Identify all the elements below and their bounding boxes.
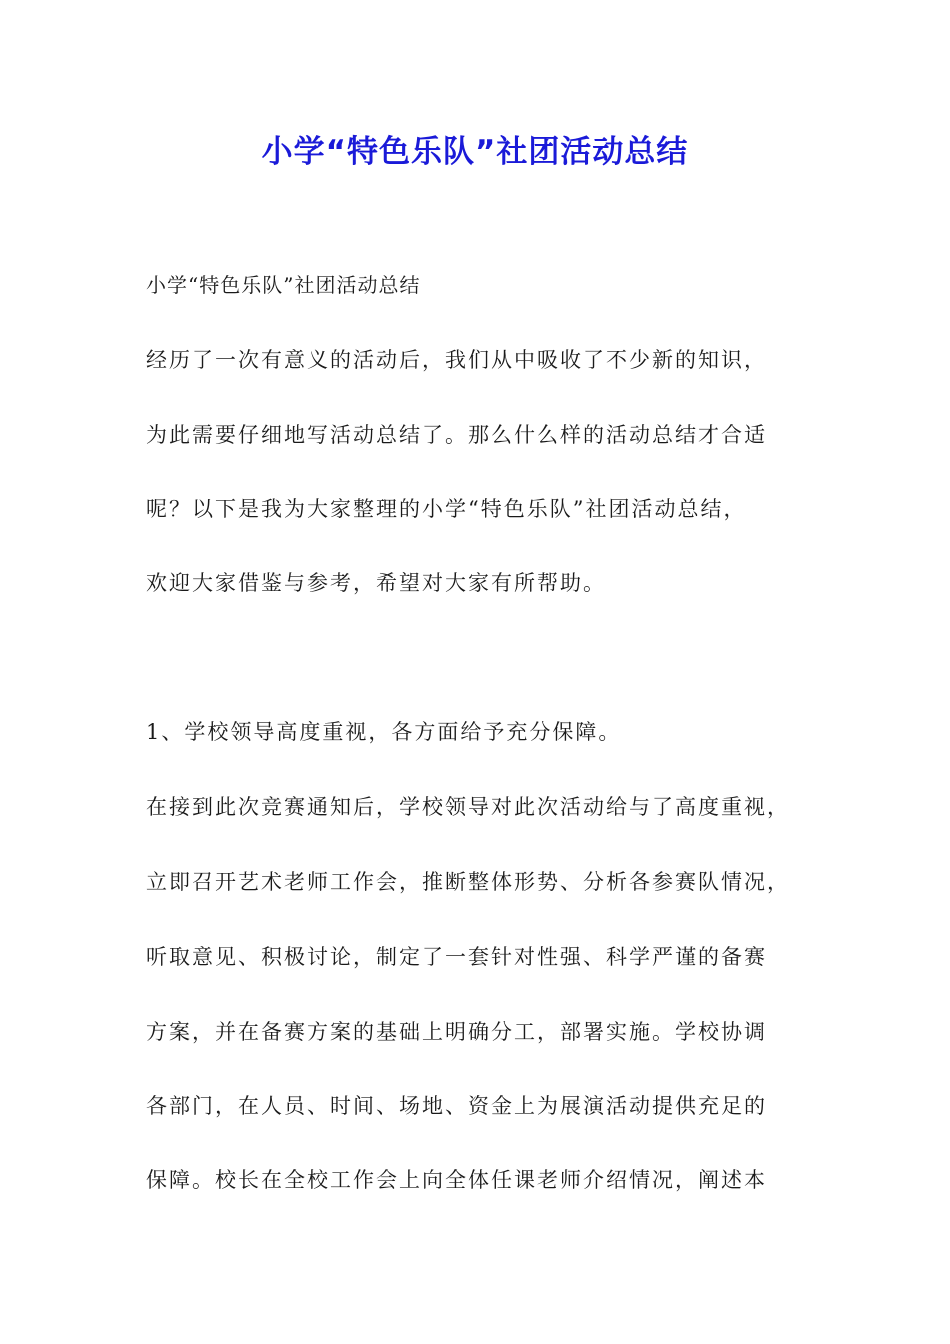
intro-line-3: 呢？以下是我为大家整理的小学“特色乐队”社团活动总结， <box>146 497 747 521</box>
body-line-2: 立即召开艺术老师工作会，推断整体形势、分析各参赛队情况， <box>146 870 790 894</box>
document-title: 小学“特色乐队”社团活动总结 <box>261 134 689 170</box>
body-line-4: 方案，并在备赛方案的基础上明确分工，部署实施。学校协调 <box>146 1020 767 1044</box>
intro-line-1: 经历了一次有意义的活动后，我们从中吸收了不少新的知识， <box>146 348 767 372</box>
body-line-3: 听取意见、积极讨论，制定了一套针对性强、科学严谨的备赛 <box>146 945 767 969</box>
body-line-6: 保障。校长在全校工作会上向全体任课老师介绍情况，阐述本 <box>146 1168 767 1192</box>
intro-line-4: 欢迎大家借鉴与参考，希望对大家有所帮助。 <box>146 571 606 595</box>
body-line-1: 在接到此次竞赛通知后，学校领导对此次活动给与了高度重视， <box>146 795 790 819</box>
intro-line-2: 为此需要仔细地写活动总结了。那么什么样的活动总结才合适 <box>146 423 767 447</box>
document-subtitle: 小学“特色乐队”社团活动总结 <box>146 273 421 297</box>
body-line-5: 各部门，在人员、时间、场地、资金上为展演活动提供充足的 <box>146 1094 767 1118</box>
section-heading: 1、学校领导高度重视，各方面给予充分保障。 <box>146 720 622 744</box>
